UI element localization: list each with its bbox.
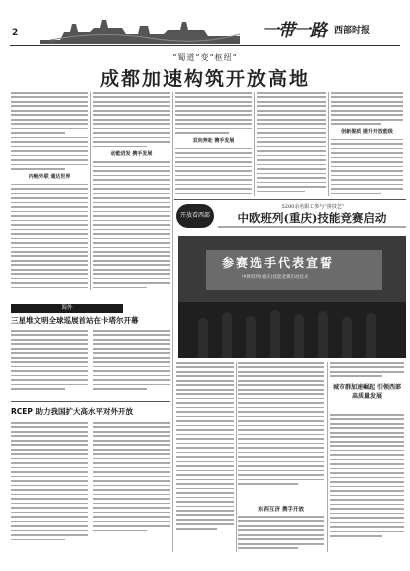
feature-col-4-top	[330, 362, 404, 380]
feature-badge: 开放看西部	[176, 204, 214, 228]
lead-subhead: 创新提质 提升开放能级	[341, 128, 393, 135]
column-divider	[236, 362, 237, 552]
side-story-bar: 海外	[11, 304, 123, 313]
column-divider	[172, 92, 173, 552]
lead-column-5	[331, 92, 403, 196]
lead-subhead: 内畅外联 通达世界	[28, 173, 71, 180]
skyline-illustration	[40, 10, 240, 44]
side-story-headline-1: 三星堆文明全球巡展首站在卡塔尔开幕	[11, 316, 139, 325]
paper-name: 西部时报	[334, 26, 371, 36]
feature-col-4	[330, 414, 404, 554]
lead-kicker: “蜀道”变“枢纽”	[172, 53, 238, 62]
side-story-col-2	[93, 330, 170, 396]
feature-ad-heading: 城市群加速崛起 引领西部高质量发展	[332, 384, 402, 400]
side-story-col-4	[93, 422, 170, 554]
side-story-col-3	[11, 422, 88, 554]
feature-kicker: 5200余名职工参与“拼技艺”	[281, 204, 345, 210]
page-number: 2	[12, 28, 19, 38]
column-divider	[254, 92, 255, 196]
column-divider	[90, 92, 91, 290]
feature-photo	[178, 236, 406, 358]
lead-column-3	[175, 92, 252, 196]
masthead-rule	[10, 45, 400, 46]
feature-sidebar-heading: 东西互济 携手开放	[258, 507, 304, 513]
lead-column-2	[93, 92, 170, 290]
section-rule	[174, 199, 406, 200]
lead-headline: 成都加速构筑开放高地	[99, 68, 310, 90]
side-story-rule	[11, 401, 170, 402]
feature-ad-heading-box	[330, 382, 404, 412]
column-divider	[328, 92, 329, 196]
lead-column-1	[11, 92, 88, 290]
photo-banner-title: 参赛选手代表宣誓	[222, 256, 335, 270]
column-divider	[327, 362, 328, 552]
lead-subhead: 双向奔赴 携手发展	[192, 137, 235, 144]
masthead	[0, 0, 410, 48]
side-story-headline-2: RCEP 助力我国扩大高水平对外开放	[11, 407, 134, 416]
side-story-col-1	[11, 330, 88, 396]
feature-intro	[218, 226, 406, 234]
photo-banner-subtitle: 中欧班列(重庆)技能竞赛启动仪式	[242, 275, 309, 280]
feature-headline: 中欧班列(重庆)技能竞赛启动	[237, 211, 387, 225]
section-title: 一带一路	[262, 21, 326, 41]
lead-column-4	[257, 92, 326, 196]
feature-col-3	[238, 516, 324, 554]
lead-subhead: 动能迸发 携手发展	[110, 151, 153, 158]
feature-col-2	[238, 362, 324, 502]
feature-col-1	[176, 362, 234, 552]
